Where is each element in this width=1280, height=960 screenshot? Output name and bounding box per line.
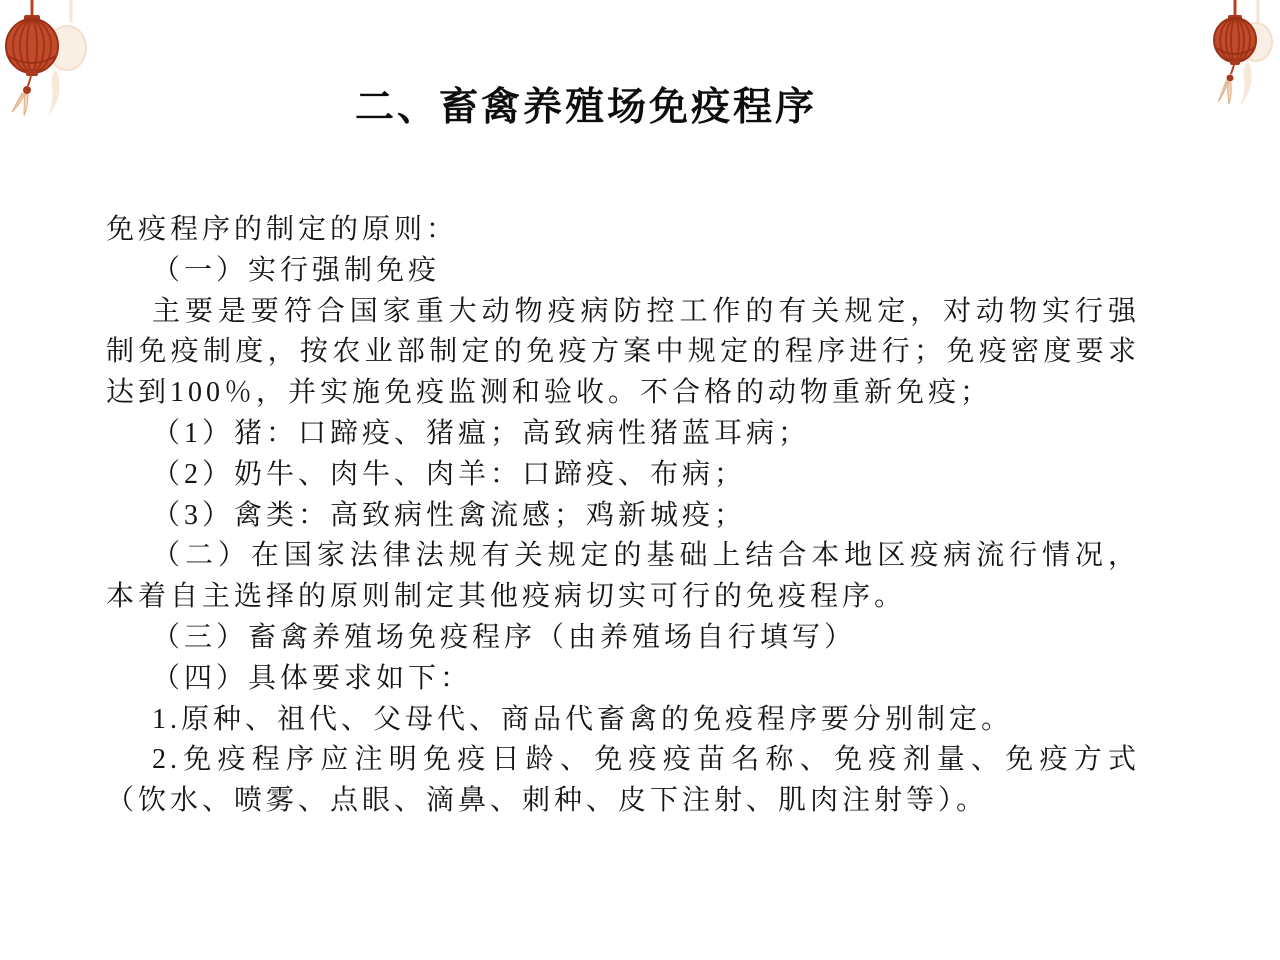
lantern-icon-right: [1178, 0, 1280, 125]
body-line-requirement-2: 2.免疫程序应注明免疫日龄、免疫疫苗名称、免疫剂量、免疫方式: [152, 744, 1140, 776]
body-line-paragraph: 主要是要符合国家重大动物疫病防控工作的有关规定，对动物实行强: [152, 295, 1140, 327]
body-line-item-1-heading: （一）实行强制免疫: [152, 254, 441, 286]
body-line-requirement-1: 1.原种、祖代、父母代、商品代畜禽的免疫程序要分别制定。: [152, 703, 1014, 735]
body-line-item-2-heading: （二）在国家法律法规有关规定的基础上结合本地区疫病流行情况，: [152, 540, 1140, 572]
body-line-principles-heading: 免疫程序的制定的原则：: [106, 214, 459, 245]
body-line-paragraph: 本着自主选择的原则制定其他疫病切实可行的免疫程序。: [106, 581, 907, 613]
body-line-list-pig: （1）猪：口蹄疫、猪瘟；高致病性猪蓝耳病；: [152, 417, 811, 449]
body-line-item-4-heading: （四）具体要求如下：: [152, 662, 473, 694]
body-line-list-cattle: （2）奶牛、肉牛、肉羊：口蹄疫、布病；: [152, 458, 747, 490]
body-line-item-3-heading: （三）畜禽养殖场免疫程序（由养殖场自行填写）: [152, 621, 857, 653]
slide-title: 二、畜禽养殖场免疫程序: [354, 86, 817, 129]
body-line-requirement-2-cont: （饮水、喷雾、点眼、滴鼻、刺种、皮下注射、肌肉注射等）。: [106, 785, 989, 817]
body-line-list-poultry: （3）禽类：高致病性禽流感；鸡新城疫；: [152, 499, 747, 531]
body-line-paragraph: 制免疫制度，按农业部制定的免疫方案中规定的程序进行；免疫密度要求: [106, 336, 1140, 368]
body-line-paragraph: 达到100％，并实施免疫监测和验收。不合格的动物重新免疫；: [106, 377, 993, 409]
slide-body: [106, 210, 1140, 822]
